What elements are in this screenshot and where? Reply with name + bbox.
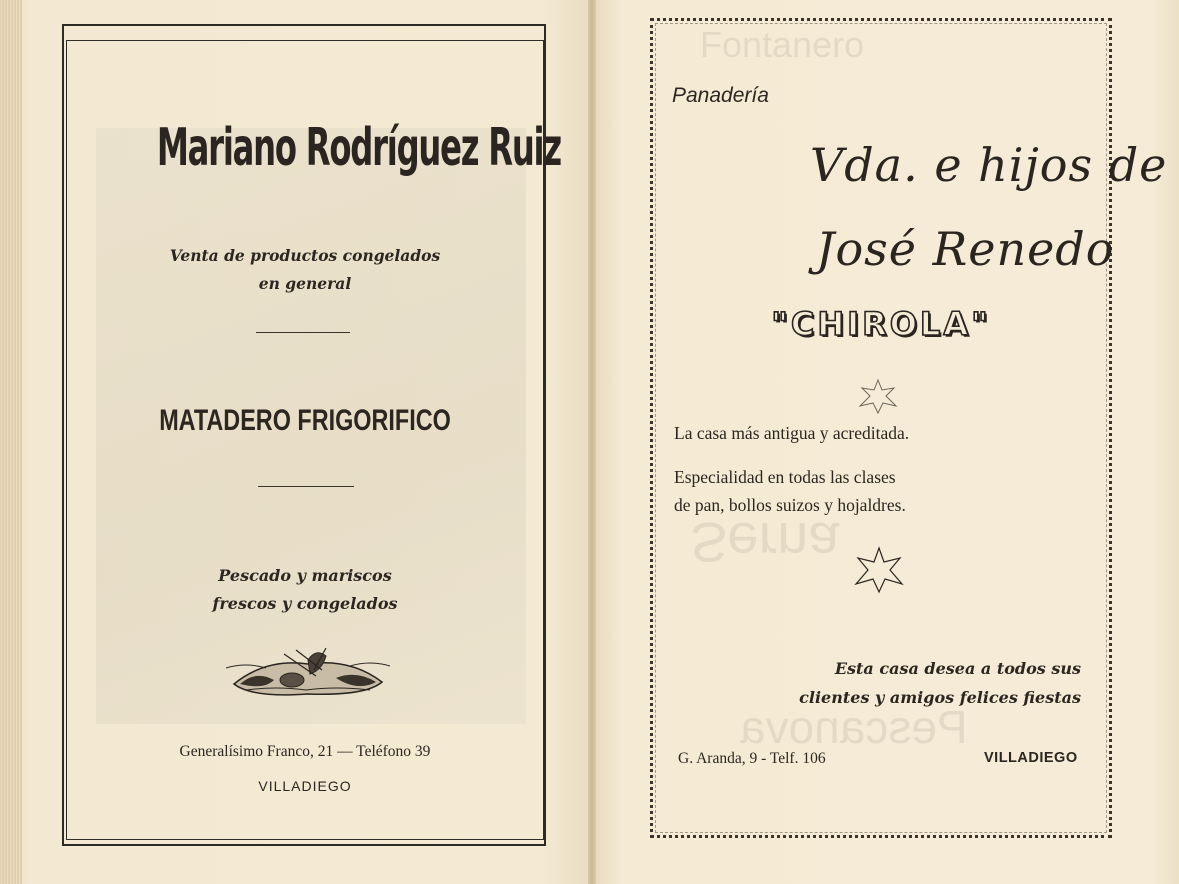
owner-line-2: José Renedo bbox=[816, 222, 1115, 276]
subtitle-line-2: en general bbox=[258, 274, 352, 293]
left-town: VILLADIEGO bbox=[258, 778, 352, 794]
subtitle-line-1: Venta de productos congelados bbox=[169, 246, 441, 265]
bleedthrough-text: Pescanova bbox=[740, 701, 968, 753]
tagline-line-1: Pescado y mariscos bbox=[218, 566, 392, 585]
page-edges bbox=[0, 0, 22, 884]
brand-name: "CHIROLA" bbox=[771, 305, 991, 343]
shellfish-illustration-icon bbox=[226, 640, 390, 698]
divider-rule bbox=[256, 332, 350, 333]
business-name: Mariano Rodríguez Ruiz bbox=[156, 118, 561, 178]
left-address: Generalísimo Franco, 21 — Teléfono 39 bbox=[179, 743, 431, 760]
star-ornament-icon bbox=[852, 546, 906, 594]
greeting-line-2: clientes y amigos felices fiestas bbox=[799, 688, 1081, 707]
claim-text: La casa más antigua y acreditada. bbox=[674, 423, 910, 443]
right-town: VILLADIEGO bbox=[984, 750, 1078, 766]
bleedthrough-text: Serna bbox=[690, 511, 840, 574]
greeting-line-1: Esta casa desea a todos sus bbox=[834, 659, 1081, 678]
shop-category: Panadería bbox=[672, 84, 769, 107]
bleedthrough-text: Fontanero bbox=[700, 24, 865, 65]
divider-rule bbox=[258, 486, 354, 487]
book-spine bbox=[588, 0, 596, 884]
tagline-line-2: frescos y congelados bbox=[212, 594, 398, 613]
right-address: G. Aranda, 9 - Telf. 106 bbox=[678, 750, 826, 767]
star-ornament-icon bbox=[856, 378, 900, 414]
specialty-line-2: de pan, bollos suizos y hojaldres. bbox=[674, 495, 906, 515]
owner-line-1: Vda. e hijos de bbox=[810, 138, 1168, 192]
heading-matadero: MATADERO FRIGORIFICO bbox=[159, 404, 451, 437]
specialty-line-1: Especialidad en todas las clases bbox=[674, 467, 896, 487]
